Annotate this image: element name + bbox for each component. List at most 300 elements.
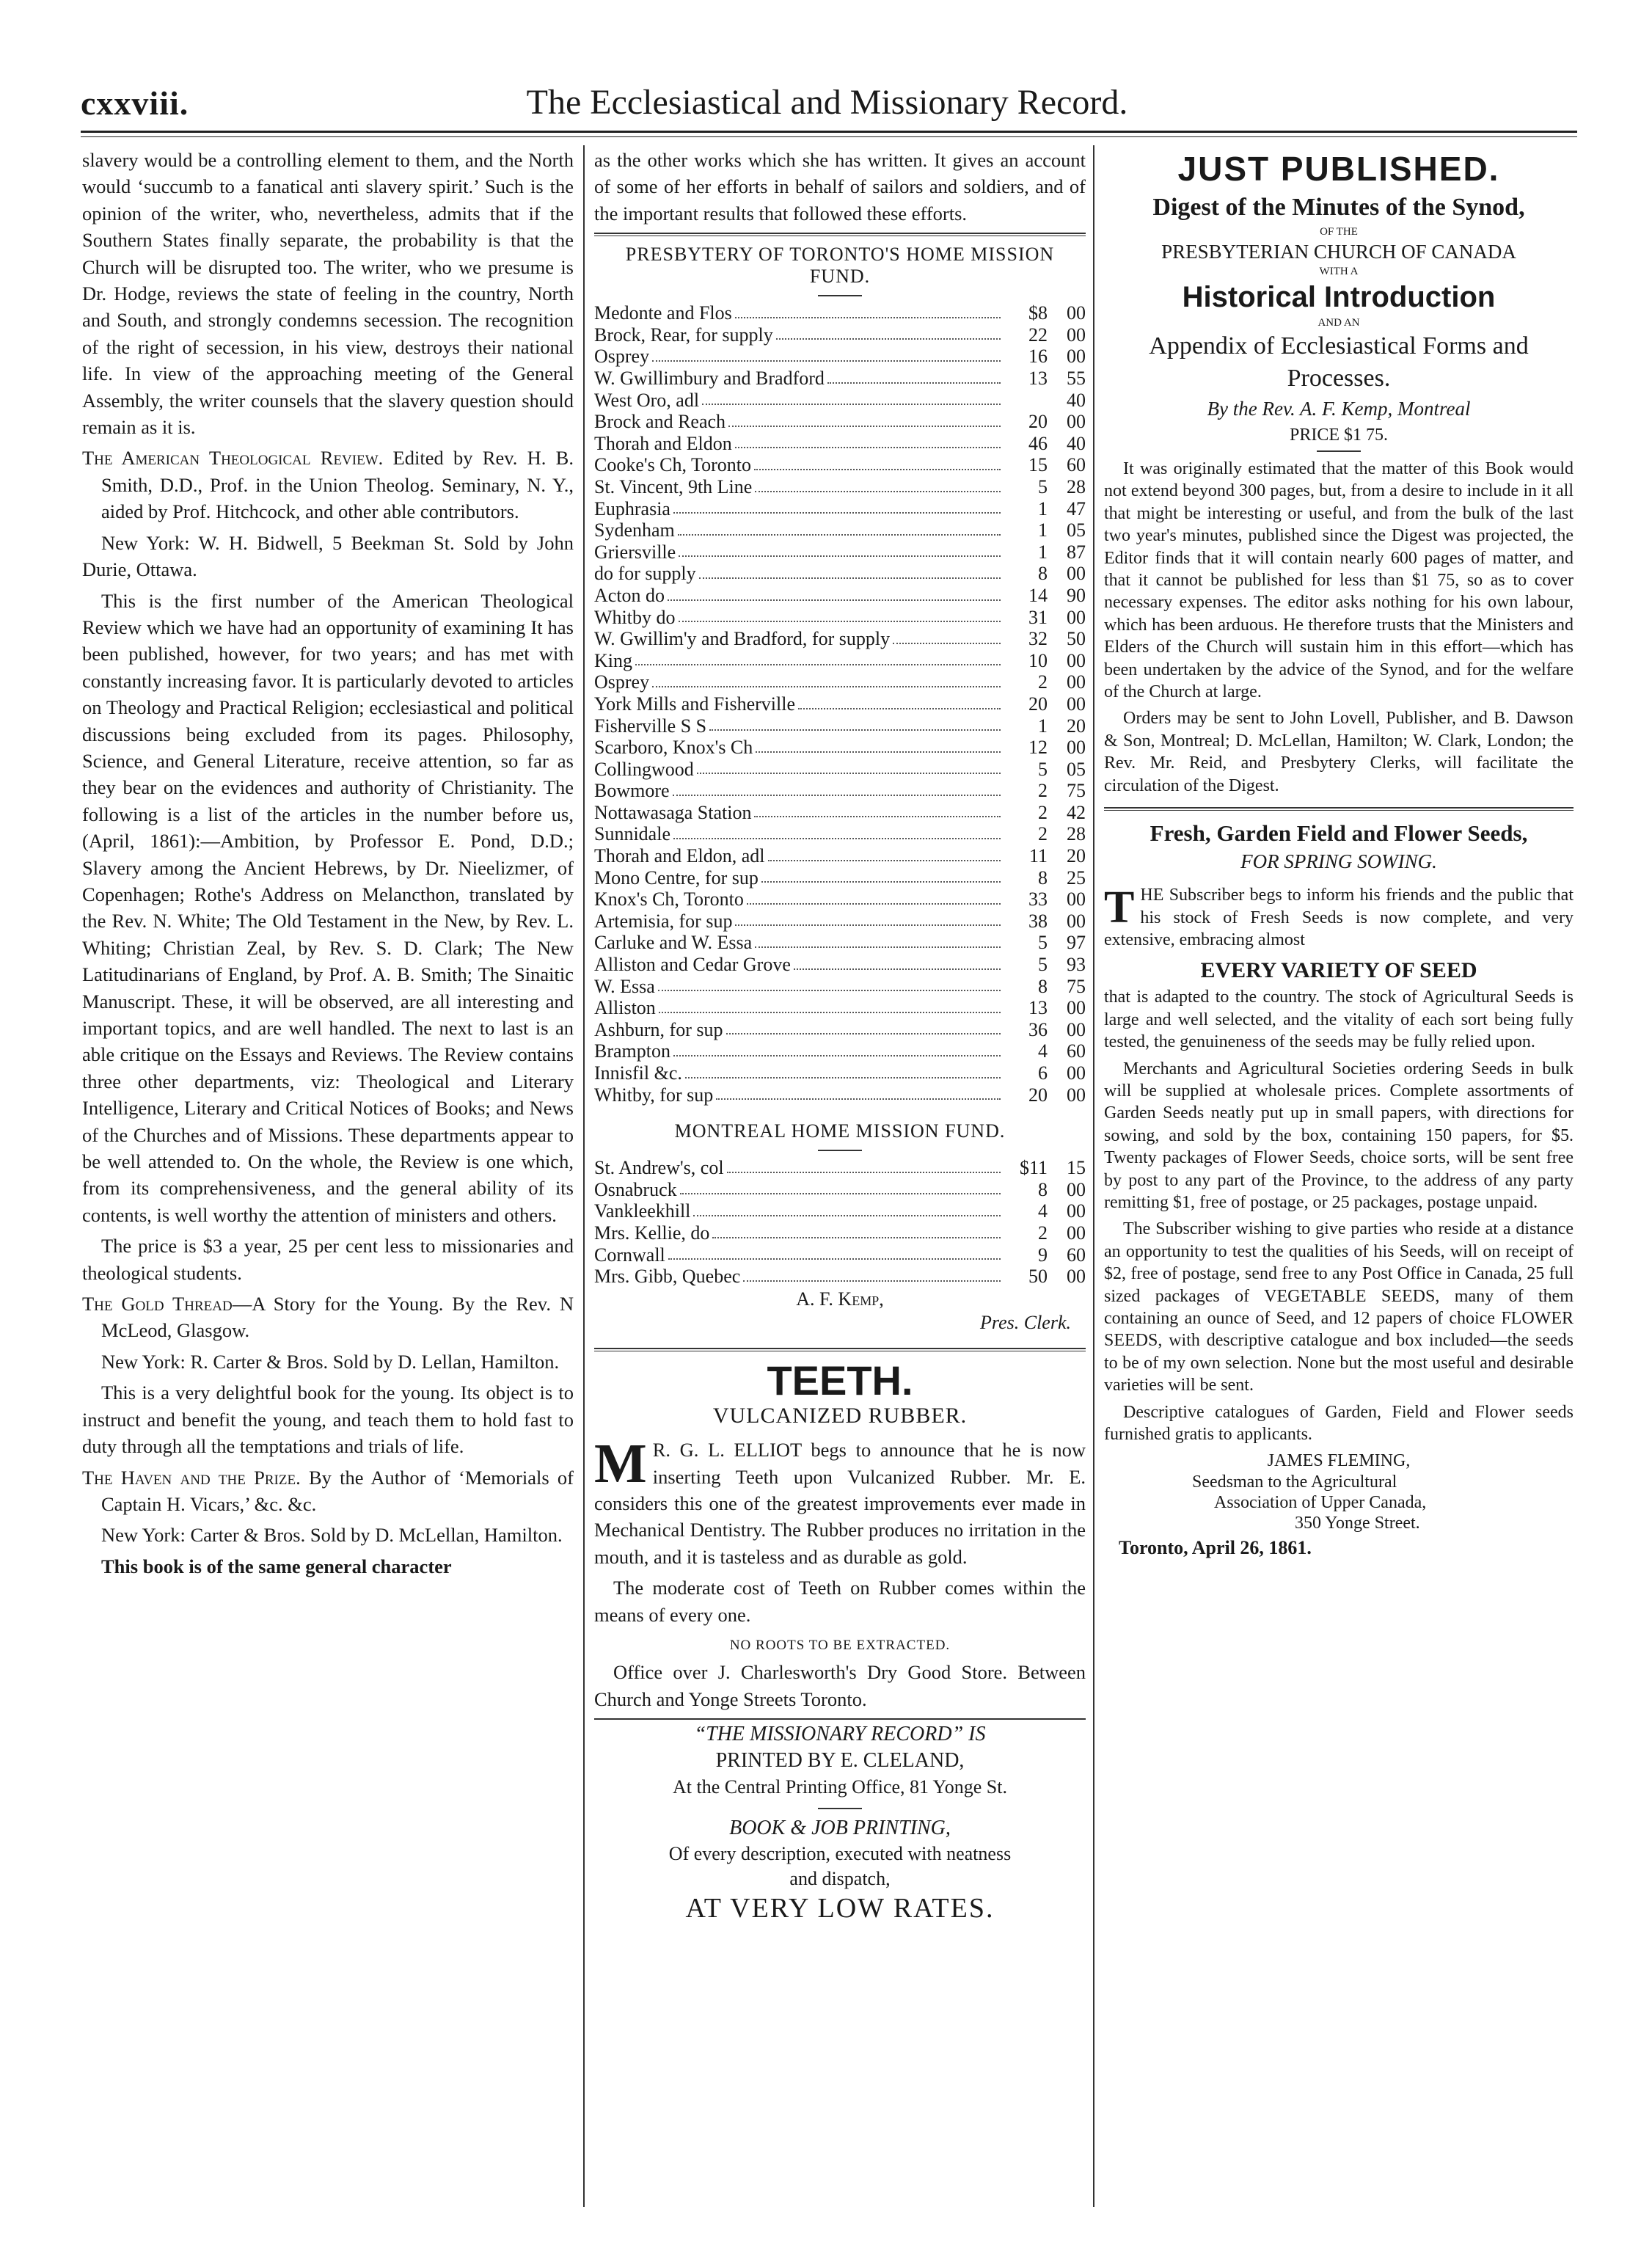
dot-leader	[794, 954, 1001, 970]
fund-row	[594, 411, 1086, 433]
seeds-paragraph: Descriptive catalogues of Garden, Field and Flower seeds furnished gratis to applicants.	[1104, 1402, 1574, 1445]
seeds-paragraph: Merchants and Agricultural Societies ordering Seeds in bulk will be supplied at wholesale prices. Complete assortments of Garden Seeds neatly put up in small papers, with directions for sowing, and sold by the box, containing 150 papers, for $5. Twenty packages of Flower Seeds, choice sorts, will be sent free by post to any part of the Province, to the address of any party remitting $1, free of postage, or 25 packages, postage unpaid.	[1104, 1059, 1574, 1212]
dot-leader	[652, 346, 1001, 362]
fund-row-name: Knox's Ch, Toronto	[594, 888, 744, 910]
review-credits: Edited by Rev. H. B. Smith, D.D., Prof. in the Union Theolog. Seminary, N. Y., aided by Prof. Hitchcock, and other able contributors.	[101, 447, 574, 523]
review-credits: By the Author of ‘Memorials of Captain H. Vicars,’ &c. &c.	[101, 1466, 574, 1515]
fund-row-cents: 90	[1067, 584, 1086, 606]
fund-row-dollars: 11	[1028, 845, 1048, 867]
fund-row-dollars: 13	[1028, 997, 1048, 1019]
fund-row-name: W. Gwillim'y and Bradford, for supply	[594, 628, 891, 650]
fund-table	[594, 1157, 1086, 1288]
fund-row-dollars: 10	[1028, 649, 1048, 671]
dot-leader	[756, 737, 1001, 753]
fund-row-cents: 00	[1067, 1084, 1086, 1106]
fund-row-cents: 00	[1067, 324, 1086, 346]
printer-line: At the Central Printing Office, 81 Yonge St.	[673, 1776, 1007, 1798]
short-rule	[818, 1150, 862, 1151]
seeds-intro	[1104, 884, 1574, 951]
fund-row-name: Thorah and Eldon	[594, 432, 732, 454]
fund-row-cents: 55	[1067, 368, 1086, 389]
column-divider	[1093, 145, 1094, 2207]
fund-row-name: Brock, Rear, for supply	[594, 324, 773, 346]
fund-row	[594, 759, 1086, 781]
review-title: The Gold Thread	[82, 1293, 233, 1315]
seeds-sig-line: Association of Upper Canada,	[1214, 1493, 1427, 1513]
dot-leader	[668, 1244, 1001, 1260]
fund-row-cents: 50	[1067, 628, 1086, 650]
fund-row	[594, 715, 1086, 737]
fund-row	[594, 1084, 1086, 1106]
dot-leader	[827, 368, 1001, 384]
fund-row-dollars: 20	[1028, 411, 1048, 433]
ad-line: PRESBYTERIAN CHURCH OF CANADA	[1161, 241, 1516, 263]
fund-row-name: Mono Centre, for sup	[594, 866, 759, 888]
column-divider	[583, 145, 585, 2207]
section-rule-thin	[1104, 810, 1574, 811]
fund-row-dollars: 5	[1038, 758, 1048, 780]
dot-leader	[685, 1062, 1001, 1079]
section-rule	[594, 1348, 1086, 1349]
fund-row	[594, 607, 1086, 629]
fund-row-name: Osprey	[594, 671, 650, 693]
review-publisher: New York: R. Carter & Bros. Sold by D. Lellan, Hamilton.	[101, 1350, 560, 1373]
fund-row-name: Nottawasaga Station	[594, 801, 752, 823]
dot-leader	[679, 607, 1001, 623]
ad-body: It was originally estimated that the matter of this Book would not extend beyond 300 pages, but, from a desire to include in it all that might be interesting or useful, and from the bulk of the last two year's minutes, published since the Digest was projected, the Editor finds that it will contain nearly 600 pages of matter, and that it cannot be published for less than $1 75, so as to cover necessary expenses. The editor asks nothing for his own labour, which has been arduous. He therefore trusts that the Ministers and Elders of the Church will sustain him in this effort—which has been undertaken by the advice of the Synod, and for the welfare of the Church at large.	[1104, 459, 1574, 702]
job-line: and dispatch,	[789, 1868, 891, 1890]
ad-title: JUST PUBLISHED.	[1177, 150, 1500, 188]
dot-leader	[668, 585, 1001, 601]
dot-leader	[658, 976, 1001, 992]
fund-table	[594, 302, 1086, 1106]
ad-orders: Orders may be sent to John Lovell, Publisher, and B. Dawson & Son, Montreal; D. McLellan, Hamilton; W. Clark, London; the Rev. Mr. Reid, and Presbytery Clerks, will facilitate the circulation of the Digest.	[1104, 709, 1574, 795]
fund-row-name: Osprey	[594, 346, 650, 368]
fund-row-cents: 60	[1067, 1244, 1086, 1266]
fund-row	[594, 585, 1086, 607]
fund-row-dollars: 1	[1038, 715, 1048, 737]
dot-leader	[798, 693, 1001, 709]
teeth-body2: The moderate cost of Teeth on Rubber comes within the means of every one.	[594, 1577, 1086, 1626]
fund-row-dollars: 5	[1038, 475, 1048, 497]
fund-row	[594, 324, 1086, 346]
fund-row-cents: 20	[1067, 715, 1086, 737]
review-heading	[82, 1291, 574, 1344]
fund-row-dollars: 6	[1038, 1062, 1048, 1084]
seeds-paragraph: The Subscriber wishing to give parties who reside at a distance an opportunity to test the qualities of his Seeds, will on receipt of $2, free of postage, send free to any Post Office in Canada, 25 full sized packages of VEGETABLE SEEDS, many of them containing an ounce of Seed, and 12 papers of choice FLOWER SEEDS, with descriptive catalogue and box included—the seeds to be of my own selection. None but the most useful and desirable varieties will be sent.	[1104, 1219, 1574, 1395]
fund-row	[594, 1200, 1086, 1222]
fund-row-cents: 00	[1067, 606, 1086, 628]
fund-row	[594, 888, 1086, 910]
fund-row-dollars: 2	[1038, 671, 1048, 693]
page-title: The Ecclesiastical and Missionary Record.	[526, 83, 1128, 122]
fund-row	[594, 910, 1086, 933]
fund-row	[594, 519, 1086, 541]
fund-row	[594, 346, 1086, 368]
fund-row-cents: 00	[1067, 888, 1086, 910]
short-rule	[818, 295, 862, 296]
fund-row-cents: 00	[1067, 1222, 1086, 1244]
fund-row-cents: 00	[1067, 671, 1086, 693]
dot-leader	[735, 910, 1001, 927]
printer-line: “THE MISSIONARY RECORD” IS	[694, 1723, 986, 1746]
fund-row-cents: 00	[1067, 1266, 1086, 1288]
fund-row-name: West Oro, adl	[594, 389, 700, 411]
fund-row-name: Osnabruck	[594, 1178, 677, 1200]
job-line: AT VERY LOW RATES.	[685, 1893, 995, 1924]
fund-row-cents: 00	[1067, 737, 1086, 759]
fund-row-cents: 60	[1067, 454, 1086, 476]
fund-row-cents: 00	[1067, 346, 1086, 368]
fund-row-cents: 87	[1067, 541, 1086, 563]
ad-line: Digest of the Minutes of the Synod,	[1152, 194, 1525, 221]
fund-row	[594, 1266, 1086, 1288]
dot-leader	[652, 671, 1001, 687]
fund-row-dollars: 20	[1028, 1084, 1048, 1106]
fund-row-cents: 00	[1067, 302, 1086, 324]
fund-row-cents: 40	[1067, 389, 1086, 411]
fund-row-name: Whitby do	[594, 606, 676, 628]
fund-row-cents: 00	[1067, 563, 1086, 585]
fund-row	[594, 1179, 1086, 1201]
fund-row-cents: 00	[1067, 910, 1086, 932]
ad-price: PRICE $1 75.	[1289, 426, 1388, 445]
fund-row-name: Sydenham	[594, 519, 675, 541]
dot-leader	[735, 302, 1001, 318]
dot-leader	[673, 498, 1001, 514]
seeds-date: Toronto, April 26, 1861.	[1119, 1537, 1312, 1559]
fund-row-dollars: 8	[1038, 975, 1048, 997]
review-publisher: New York: W. H. Bidwell, 5 Beekman St. Sold by John Durie, Ottawa.	[82, 531, 574, 581]
fund-row-dollars: 5	[1038, 954, 1048, 976]
fund-row-name: Medonte and Flos	[594, 302, 732, 324]
review-body: This is the first number of the American Theological Review which we have had an opportunity of examining It has been published, however, for two years; and has met with constantly increasing favor. It is particularly devoted to articles on Theology and Practical Religion; ecclesiastical and political discussions being excluded from its pages. Philosophy, Science, and General Literature, receive attention, so far as they bear on the evidences and authority of Christianity. The following is a list of the articles in the number before us, (April, 1861):—Ambition, by Professor E. Pond, D.D.; Slavery among the Ancient Hebrews, by Dr. Nieelizmer, of Copenhagen; Rothe's Address on Melancthon, translated by the Rev. N. White; The Old Testament in the New, by Rev. L. Whiting; Christian Zeal, by Rev. S. D. Clark; The New Latitudinarians of England, by Prof. A. B. Smith; The Sinaitic Manuscript. These, it will be observed, are all interesting and important topics, and are well handled. The next to last is an able critique on the Essays and Reviews. The Review contains three other departments, viz: Theological and Literary Intelligence, Literary and Critical Notices of Books; and News of the Churches and of Missions. These departments appear to be well attended to. On the whole, the Review is one which, from its comprehensiveness, and the general ability of its contents, is well worthy the attention of ministers and others.	[82, 589, 574, 1226]
ad-author: By the Rev. A. F. Kemp, Montreal	[1207, 398, 1471, 420]
fund-row-name: Brampton	[594, 1040, 670, 1062]
fund-row-name: Acton do	[594, 584, 665, 606]
dot-leader	[680, 1179, 1001, 1195]
seeds-intro-text: HE Subscriber begs to inform his friends and the public that his stock of Fresh Seeds is now complete, and very extensive, embracing almost	[1104, 886, 1574, 949]
fund-row-name: Brock and Reach	[594, 411, 726, 433]
fund-row	[594, 1062, 1086, 1084]
fund-row-name: Vankleekhill	[594, 1200, 691, 1222]
dot-leader	[761, 867, 1001, 883]
fund-row-dollars: 32	[1028, 628, 1048, 650]
fund-row-dollars: 8	[1038, 866, 1048, 888]
dot-leader	[678, 519, 1001, 536]
fund-row-name: Cornwall	[594, 1244, 665, 1266]
short-rule	[1317, 450, 1361, 452]
fund-row-name: Ashburn, for sup	[594, 1018, 723, 1040]
dot-leader	[893, 628, 1001, 644]
fund-row-dollars: 38	[1028, 910, 1048, 932]
fund-row	[594, 476, 1086, 498]
fund-row-name: do for supply	[594, 563, 696, 585]
fund-row	[594, 1040, 1086, 1062]
fund-row-name: Fisherville S S	[594, 715, 707, 737]
fund-row-cents: 93	[1067, 954, 1086, 976]
fund-title: MONTREAL HOME MISSION FUND.	[674, 1120, 1006, 1142]
dot-leader	[768, 845, 1001, 861]
fund-row-cents: 97	[1067, 932, 1086, 954]
dot-leader	[735, 433, 1001, 449]
dot-leader	[712, 1222, 1001, 1238]
dot-leader	[755, 476, 1001, 492]
column-1	[82, 147, 574, 1584]
ad-line: OF THE	[1320, 226, 1358, 238]
fund-row-dollars: 15	[1028, 454, 1048, 476]
fund-row	[594, 823, 1086, 845]
fund-row	[594, 802, 1086, 824]
fund-row	[594, 997, 1086, 1019]
fund-row-dollars: $8	[1028, 302, 1048, 324]
ad-line: Historical Introduction	[1182, 281, 1496, 313]
fund-row-cents: 28	[1067, 823, 1086, 845]
fund-row-name: Sunnidale	[594, 823, 670, 845]
fund-row-dollars: 22	[1028, 324, 1048, 346]
section-rule	[594, 233, 1086, 234]
fund-row-cents: 25	[1067, 866, 1086, 888]
fund-row-name: York Mills and Fisherville	[594, 693, 795, 715]
fund-row	[594, 628, 1086, 650]
ad-line: AND AN	[1317, 317, 1360, 329]
fund-row-dollars: 8	[1038, 563, 1048, 585]
seeds-sig-line: 350 Yonge Street.	[1295, 1514, 1420, 1533]
fund-row-name: Mrs. Kellie, do	[594, 1222, 710, 1244]
dot-leader	[679, 541, 1001, 558]
fund-row	[594, 563, 1086, 585]
review-heading	[82, 445, 574, 525]
header-rule-thin	[81, 136, 1577, 137]
fund-row-name: Euphrasia	[594, 497, 670, 519]
fund-row	[594, 845, 1086, 867]
fund-row-cents: 00	[1067, 1200, 1086, 1222]
fund-row-name: St. Andrew's, col	[594, 1157, 724, 1179]
seeds-subtitle: FOR SPRING SOWING.	[1240, 850, 1437, 873]
fund-row	[594, 368, 1086, 390]
fund-row	[594, 976, 1086, 998]
fund-row-cents: 75	[1067, 975, 1086, 997]
fund-row-dollars: 5	[1038, 932, 1048, 954]
fund-row-dollars: 31	[1028, 606, 1048, 628]
teeth-title: TEETH.	[767, 1357, 913, 1404]
job-line: Of every description, executed with neatness	[668, 1843, 1012, 1865]
fund-row-cents: 05	[1067, 519, 1086, 541]
fund-row-cents: 28	[1067, 475, 1086, 497]
dot-leader	[697, 759, 1001, 775]
page-header	[81, 79, 1574, 131]
seeds-title: Fresh, Garden Field and Flower Seeds,	[1150, 820, 1528, 847]
teeth-body: R. G. L. ELLIOT begs to announce that he is now inserting Teeth upon Vulcanized Rubber. Mr. E. considers this one of the greatest improvements ever made in Mechanical Dentistry. The Rubber produces no irritation in the mouth, and it is tasteless and as durable as gold.	[594, 1439, 1086, 1568]
fund-row-dollars: 2	[1038, 823, 1048, 845]
fund-row-dollars: 46	[1028, 432, 1048, 454]
signature-title: Pres. Clerk.	[980, 1311, 1071, 1333]
fund-row	[594, 932, 1086, 954]
fund-row-name: W. Essa	[594, 975, 655, 997]
fund-row-dollars: 50	[1028, 1266, 1048, 1288]
fund-row-dollars: 14	[1028, 584, 1048, 606]
fund-row-name: Thorah and Eldon, adl	[594, 845, 765, 867]
fund-row-cents: 15	[1067, 1157, 1086, 1179]
teeth-note: NO ROOTS TO BE EXTRACTED.	[729, 1638, 951, 1653]
fund-row-cents: 47	[1067, 497, 1086, 519]
fund-row-cents: 00	[1067, 649, 1086, 671]
fund-row	[594, 1222, 1086, 1244]
fund-row-name: Bowmore	[594, 780, 670, 802]
fund-row-name: St. Vincent, 9th Line	[594, 475, 753, 497]
dot-leader	[727, 1157, 1001, 1173]
paragraph: slavery would be a controlling element to them, and the North would ‘succumb to a fanatical anti slavery spirit.’ Such is the opinion of the writer, who, nevertheless, admits that if the Southern States finally separate, the probability is that the Church will be disrupted too. The writer, who we presume is Dr. Hodge, reviews the state of feeling in the country, North and South, and strongly condemns secession. The recognition of the right of secession, in his view, destroys their national life. In view of the approaching meeting of the General Assembly, the writer counsels that the slavery question should remain as it is.	[82, 149, 574, 439]
fund-row-dollars: 20	[1028, 693, 1048, 715]
dot-leader	[702, 390, 1001, 406]
dot-leader	[728, 411, 1001, 427]
fund-row-name: Whitby, for sup	[594, 1084, 714, 1106]
dot-leader	[673, 780, 1001, 796]
drop-cap: M	[594, 1433, 647, 1495]
fund-row-cents: 00	[1067, 1178, 1086, 1200]
seeds-paragraph: that is adapted to the country. The stock of Agricultural Seeds is large and well selected, and the vitality of each sort being fully tested, the genuineness of the seeds may be fully relied upon.	[1104, 988, 1574, 1052]
job-line: BOOK & JOB PRINTING,	[729, 1817, 951, 1840]
review-title: The American Theological Review.	[82, 447, 384, 470]
teeth-ad	[594, 1433, 1086, 1570]
header-rule	[81, 131, 1577, 133]
fund-row-cents: 05	[1067, 758, 1086, 780]
fund-row	[594, 433, 1086, 455]
dot-leader	[635, 650, 1001, 666]
dot-leader	[673, 823, 1001, 839]
fund-row-dollars: 12	[1028, 737, 1048, 759]
column-2	[594, 147, 1086, 1925]
fund-row-cents: 00	[1067, 1018, 1086, 1040]
fund-row-name: Cooke's Ch, Toronto	[594, 454, 752, 476]
dot-leader	[743, 1266, 1001, 1282]
fund-row-name: Artemisia, for sup	[594, 910, 733, 932]
fund-row	[594, 671, 1086, 693]
review-body: This book is of the same general character	[101, 1555, 452, 1577]
drop-cap: T	[1104, 883, 1135, 933]
fund-row	[594, 454, 1086, 476]
fund-row	[594, 390, 1086, 412]
fund-row-dollars: 36	[1028, 1018, 1048, 1040]
fund-row-cents: 60	[1067, 1040, 1086, 1062]
fund-row-name: Scarboro, Knox's Ch	[594, 737, 753, 759]
column-3	[1104, 147, 1574, 1563]
fund-row-cents: 42	[1067, 801, 1086, 823]
section-rule	[594, 1718, 1086, 1720]
dot-leader	[716, 1084, 1001, 1101]
fund-row-dollars: 16	[1028, 346, 1048, 368]
signature-name: A. F. Kemp,	[796, 1288, 884, 1310]
signature	[594, 1288, 1086, 1335]
page-number: cxxviii.	[81, 84, 189, 122]
teeth-subtitle: VULCANIZED RUBBER.	[712, 1403, 968, 1428]
fund-row-cents: 00	[1067, 411, 1086, 433]
fund-row	[594, 867, 1086, 889]
printer-line: PRINTED BY E. CLELAND,	[715, 1749, 965, 1773]
fund-row-name: Alliston	[594, 997, 656, 1019]
review-title: The Haven and the Prize.	[82, 1466, 301, 1489]
dot-leader	[754, 454, 1001, 470]
dot-leader	[726, 1019, 1001, 1035]
fund-row-name: Carluke and W. Essa	[594, 932, 753, 954]
review-heading	[82, 1464, 574, 1518]
fund-row-dollars: 4	[1038, 1200, 1048, 1222]
review-price: The price is $3 a year, 25 per cent less to missionaries and theological students.	[82, 1235, 574, 1284]
fund-row-name: W. Gwillimbury and Bradford	[594, 368, 825, 389]
dot-leader	[755, 932, 1001, 948]
fund-row-dollars: 2	[1038, 801, 1048, 823]
short-rule	[818, 1808, 862, 1809]
seeds-sig-line: Seedsman to the Agricultural	[1192, 1472, 1397, 1492]
fund-row-name: Alliston and Cedar Grove	[594, 954, 791, 976]
ad-line: WITH A	[1319, 266, 1359, 277]
dot-leader	[709, 715, 1001, 731]
fund-row	[594, 693, 1086, 715]
fund-row	[594, 780, 1086, 802]
paragraph: as the other works which she has written. It gives an account of some of her efforts in behalf of sailors and soldiers, and of the important results that followed these efforts.	[594, 149, 1086, 225]
dot-leader	[747, 888, 1001, 905]
seeds-every: EVERY VARIETY OF SEED	[1200, 958, 1477, 983]
fund-row-dollars: $11	[1019, 1157, 1048, 1179]
seeds-sig-name: JAMES FLEMING,	[1267, 1451, 1411, 1471]
fund-row	[594, 302, 1086, 324]
fund-row-cents: 00	[1067, 997, 1086, 1019]
fund-row	[594, 650, 1086, 672]
fund-title: PRESBYTERY OF TORONTO'S HOME MISSION FUND.	[625, 244, 1055, 288]
fund-row-name: Collingwood	[594, 758, 694, 780]
dot-leader	[693, 1200, 1001, 1216]
fund-row-dollars: 8	[1038, 1178, 1048, 1200]
fund-row-cents: 40	[1067, 432, 1086, 454]
fund-row	[594, 737, 1086, 759]
dot-leader	[673, 1040, 1001, 1056]
fund-row-dollars: 13	[1028, 368, 1048, 389]
fund-row-dollars	[1004, 390, 1048, 412]
fund-row-dollars: 1	[1038, 497, 1048, 519]
fund-row-dollars: 9	[1038, 1244, 1048, 1266]
fund-row-dollars: 2	[1038, 780, 1048, 802]
dot-leader	[659, 997, 1001, 1013]
fund-row-name: Mrs. Gibb, Quebec	[594, 1266, 741, 1288]
ad-line: Appendix of Ecclesiastical Forms and Processes.	[1149, 332, 1529, 392]
fund-row	[594, 1019, 1086, 1041]
fund-row	[594, 954, 1086, 976]
review-publisher: New York: Carter & Bros. Sold by D. McLellan, Hamilton.	[101, 1524, 563, 1547]
fund-row-dollars: 2	[1038, 1222, 1048, 1244]
review-body: This is a very delightful book for the young. Its object is to instruct and benefit the young, and teach them to hold fast to duty through all the temptations and trials of life.	[82, 1382, 574, 1458]
fund-row	[594, 541, 1086, 563]
fund-row-cents: 00	[1067, 1062, 1086, 1084]
teeth-office: Office over J. Charlesworth's Dry Good Store. Between Church and Yonge Streets Toronto.	[594, 1661, 1086, 1710]
dot-leader	[776, 324, 1001, 340]
fund-row-cents: 20	[1067, 845, 1086, 867]
fund-row-dollars: 1	[1038, 519, 1048, 541]
review-credits: —A Story for the Young. By the Rev. N McLeod, Glasgow.	[101, 1293, 574, 1342]
fund-row-dollars: 4	[1038, 1040, 1048, 1062]
fund-row	[594, 498, 1086, 520]
fund-row-dollars: 33	[1028, 888, 1048, 910]
dot-leader	[699, 563, 1001, 579]
dot-leader	[754, 802, 1001, 818]
fund-row-name: Innisfil &c.	[594, 1062, 682, 1084]
fund-row-name: Griersville	[594, 541, 676, 563]
section-rule	[1104, 807, 1574, 809]
fund-row-cents: 75	[1067, 780, 1086, 802]
fund-row-name: King	[594, 649, 632, 671]
fund-row	[594, 1157, 1086, 1179]
fund-row-cents: 00	[1067, 693, 1086, 715]
fund-row	[594, 1244, 1086, 1266]
